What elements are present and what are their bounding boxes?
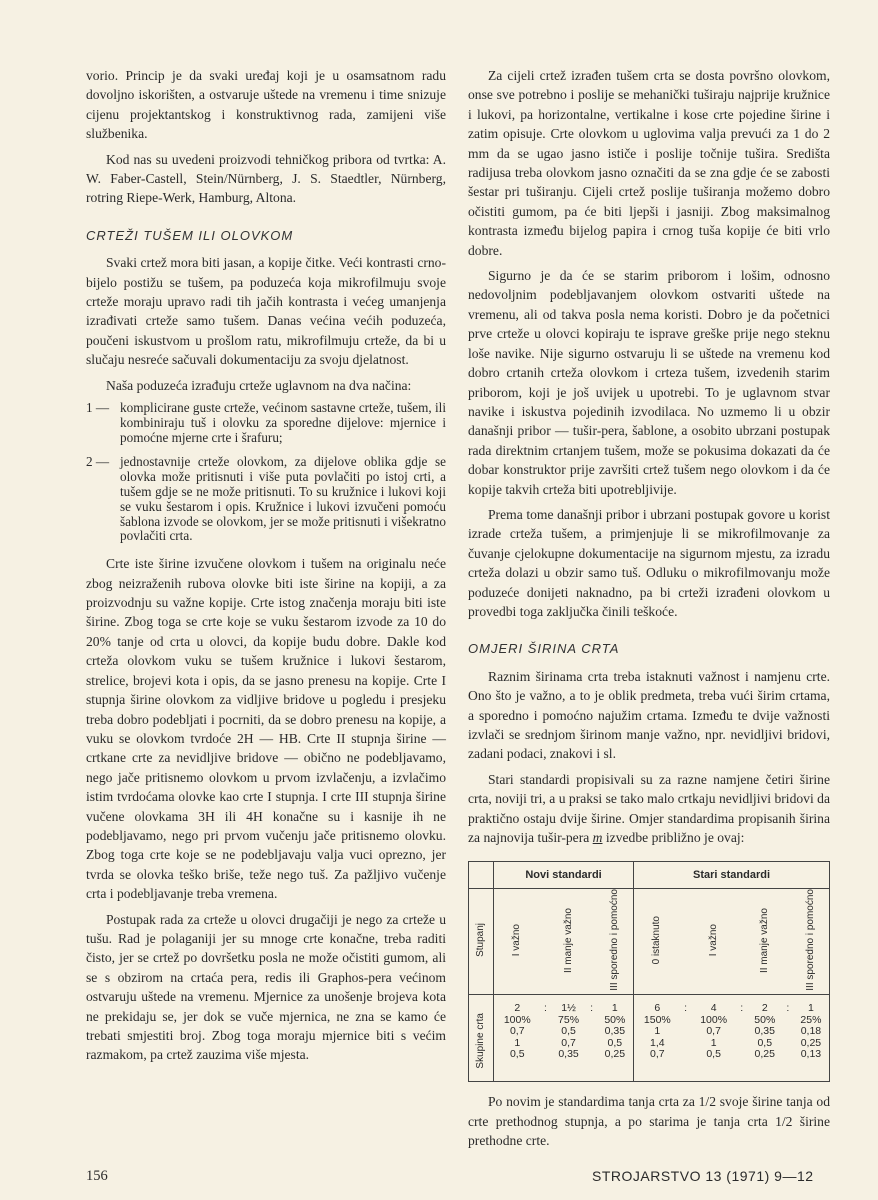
paragraph-text: Stari standardi propisivali su za razne namjene četiri širine crta, noviji tri, a u praksi se tako malo crtkaju nevidljivi bridovi da praktično ostaju dvije širine. Omjer standardima propisanih širina za najnovija tušir-pera: [468, 771, 830, 846]
table-group-header: Stari standardi: [634, 862, 829, 889]
paragraph: Sigurno je da će se starim priborom i lošim, odnosno nedovoljnim podebljavanjem olovkom ostvariti uštede na vremenu, ali od takva posla nema koristi. Dobro je da početnici prve crteže u olovci kopiraju te isprave greške prije nego steknu loše navike. Nije sigurno ostvaruju li se uštede na vremenu kod dobro crtanih crteža olovkom i crteza tušem, izvedenih starim priborom, koji je još uvijek u upotrebi. To je uglavnom stvar navike i iskustva pojedinih izvodilaca. No uzmemo li u obzir današnji pribor — tušir-pera, šablone, a osobito ubrzani postupak rada direktnim crtanjem tušem, može se pokusima dokazati da će dobar konstruktor prije završiti crtež tušem nego olovkom i da će kopije takvih crteža biti upotrebljivije.: [468, 268, 830, 497]
list-number: 1 —: [86, 400, 110, 416]
paragraph: Kod nas su uvedeni proizvodi tehničkog pribora od tvrtka: A. W. Faber-Castell, Stein/Nürnberg, J. S. Staedtler, Nürnberg, rotring Riepe-Werk, Hamburg, Altona.: [86, 151, 446, 206]
paragraph: Svaki crtež mora biti jasan, a kopije čitke. Veći kontrasti crno-bijelo postižu se tušem, pa poduzeća koja mikrofilmuju svoje crteže moraju upravo radi tih jačih kontrasta i većeg umanjenja izrađivati crteže samo tušem. Danas većina većih poduzeća, poučeni iskustvom u prošlom ratu, mikrofilmuju crteže, da bi u slučaju nesreće sačuvali dokumentaciju za svoju djelatnost.: [86, 255, 446, 368]
journal-footer: STROJARSTVO 13 (1971) 9—12: [592, 1168, 814, 1184]
column-header: 0 istaknuto: [651, 916, 663, 965]
column-header: I važno: [707, 924, 719, 957]
table-cell: 2 50% 0,35 0,5 0,25: [754, 1002, 776, 1061]
column-header: II manje važno: [758, 907, 770, 973]
paragraph: Za cijeli crtež izrađen tušem crta se dosta površno olovkom, onse sve potrebno i poslije se mehanički tuširaju najprije kružnice i lukovi, pa horizontalne, vertikalne i kose crte pojedine širine i zatim opisuje. Crte olovkom u uglovima valja prevući za 1 do 2 mm da se ugao jasno ističe i poslije točnije tuširа. Središta radijusa treba olovkom jasno označiti da se zna gdje će se zabosti šestar pri tuširanju. Cijeli crtež poslije tuširanja možemo dobro očistiti gumom, pa će biti ljepši i jasniji. Zbog maksimalnog kontrasta između bijelog papira i crnog tuša kopije će biti vrlo dobre.: [468, 68, 830, 258]
table-cell: 1 50% 0,35 0,5 0,25: [604, 1002, 626, 1061]
pen-symbol: m: [592, 830, 603, 846]
list-text: komplicirane guste crteže, većinom sastavne crteže, tušem, ili kombiniraju tuš i olovku za sporedne dijelove: mjernice i pomoćne mjerne crte i šrafuru;: [120, 400, 446, 445]
table-cell: 2 100% 0,7 1 0,5: [494, 995, 541, 1082]
ratio-colon: :: [740, 1002, 744, 1015]
paragraph: Raznim širinama crta treba istaknuti važnost i namjenu crte. Ono što je važno, a to je oblik predmeta, treba vući širim crtama, a sporedno i pomoćno najužim crtama. Između te dvije važnosti izvlači se srednjom širinom manje važno, npr. nevidljivi bridovi, zadani podaci, znakovi i sl.: [468, 668, 830, 762]
table-cell: 1½ 75% 0,5 0,7 0,35: [558, 1002, 580, 1061]
paragraph: vorio. Princip je da svaki uređaj koji je u osamsatnom radu dovoljno iskorišten, a ostvaruje uštede na vremenu i time snizuje cijenu projektantskog i konstruktivnog rada, zamijeni više službenika.: [86, 68, 446, 142]
paragraph: Crte iste širine izvučene olovkom i tušem na originalu neće zbog neizraženih rubova olovke biti iste širine na kopiji, a za proizvodnju su važne kopije. Crte istog značenja moraju biti iste širine. Zbog toga se crte koje se vuku šestarom izvode za 10 do 20% tanje od crta u olovci, da kopije budu dobre. Dakle kod crteža olovkom vuku se tušem kružnice i lukovi šestarom, strelice, brojevi kota i opis, da se jasno prenesu na kopije. Crte I stupnja širine olovkom za vidljive bridove u pogledu i presjeku treba dobro podebljati i pocrniti, da se dobro prenesu na kopije, a vuku se olovkom tvrdoće 2H — HB. Crte II stupnja širine — crtkane crte za nevidljive bridove — obično ne podebljavamo, nego jače pritisnemo olovkom u prvom izvlačenju, a izvlačimo istim tvrdoćama olovke kao crte I stupnja. I crte III stupnja širine vučene olovkama 3H ili 4H konačne su i kasnije ih ne podebljavamo, nego pri prvom vučenju jače pritisnemo olovku. Zbog toga crte koje se ne podebljavaju valja vuci oprezno, jer tvrda se olovka teško briše, teže nego tuš. Za pažljivo vučenje crta i podebljavanje treba vremena.: [86, 556, 446, 902]
numbered-list: [86, 401, 446, 544]
column-header: II manje važno: [562, 907, 574, 973]
section-heading: OMJERI ŠIRINA CRTA: [468, 641, 620, 657]
ratio-colon: :: [544, 1002, 547, 1015]
table-cell: 4 100% 0,7 1 0,5: [700, 1002, 728, 1061]
paragraph-text: izvedbe približno je ovaj:: [602, 830, 745, 846]
paragraph: [468, 770, 830, 848]
column-header: I važno: [511, 924, 523, 957]
table-group-header: Novi standardi: [494, 862, 634, 889]
paragraph: Naša poduzeća izrađuju crteže uglavnom na dva načina:: [106, 377, 412, 393]
row-label: Stupanj: [475, 923, 486, 958]
ratio-colon: :: [684, 1002, 688, 1015]
page-number: 156: [86, 1168, 108, 1184]
row-label: Skupine crta: [475, 1012, 487, 1069]
paragraph: Po novim je standardima tanja crta za 1/2 svoje širine tanja od crte prethodnog stupnja, a po starima je tanja crta 1/2 širine prethodne crte.: [468, 1094, 830, 1148]
left-column: [86, 66, 446, 1071]
right-column: [468, 66, 830, 1156]
paragraph: Postupak rada za crteže u olovci drugačiji je nego za crteže u tušu. Rad je polaganiji jer su mnoge crte konačne, treba raditi čisto, jer se crtež po dovršetku posla ne može očistiti gumom, ali se s obzirom na crtaća pera, redis ili Graphos-pera većinom ostvaruju uštede na vremenu. Mjernice za unošenje brojeva kota ne prekidaju se, jer dok se vuče mjernica, ne zna se kamo će trebati smjestiti broj. Zbog toga moraju mjernice biti s većim razmakom, pa crtež zauzima više mjesta.: [86, 911, 446, 1063]
list-number: 2 —: [86, 454, 110, 470]
ratio-colon: :: [786, 1002, 790, 1015]
column-header: III sporedno i pomoćno: [804, 889, 816, 992]
paragraph: Prema tome današnji pribor i ubrzani postupak govore u korist izrade crteža tušem, a primjenjuje li se mikrofilmovanje za čuvanje cjelokupne dokumentacije na sigurnom mjestu, za izradu crteža dolazi u obzir samo tuš. Odluku o mikrofilmovanju može poduzeće donijeti naknadno, pa bi crteži izrađeni olovkom u provedbi toga zaključka činili teškoće.: [468, 506, 830, 619]
table-cell: 6 150% 1 1,4 0,7: [634, 995, 681, 1082]
list-item: [86, 401, 446, 445]
list-item: [86, 455, 446, 544]
ratio-colon: :: [590, 1002, 594, 1015]
section-heading: CRTEŽI TUŠEM ILI OLOVKOM: [86, 227, 294, 243]
column-header: III sporedno i pomoćno: [608, 889, 620, 992]
table-cell: 1 25% 0,18 0,25 0,13: [800, 1002, 822, 1061]
line-width-table: [468, 861, 830, 1082]
list-text: jednostavnije crteže olovkom, za dijelove oblika gdje se olovka može pritisnuti i više puta povlačiti po istoj crti, a tušem gdje se ne može pritisnuti. To su kružnice i lukovi koji se vuku šestarom i opis. Kružnice i lukovi izvučeni pomoću šablona izvode se olovkom, jer se može pritisnuti i višekratno povlačiti crta.: [120, 454, 446, 544]
